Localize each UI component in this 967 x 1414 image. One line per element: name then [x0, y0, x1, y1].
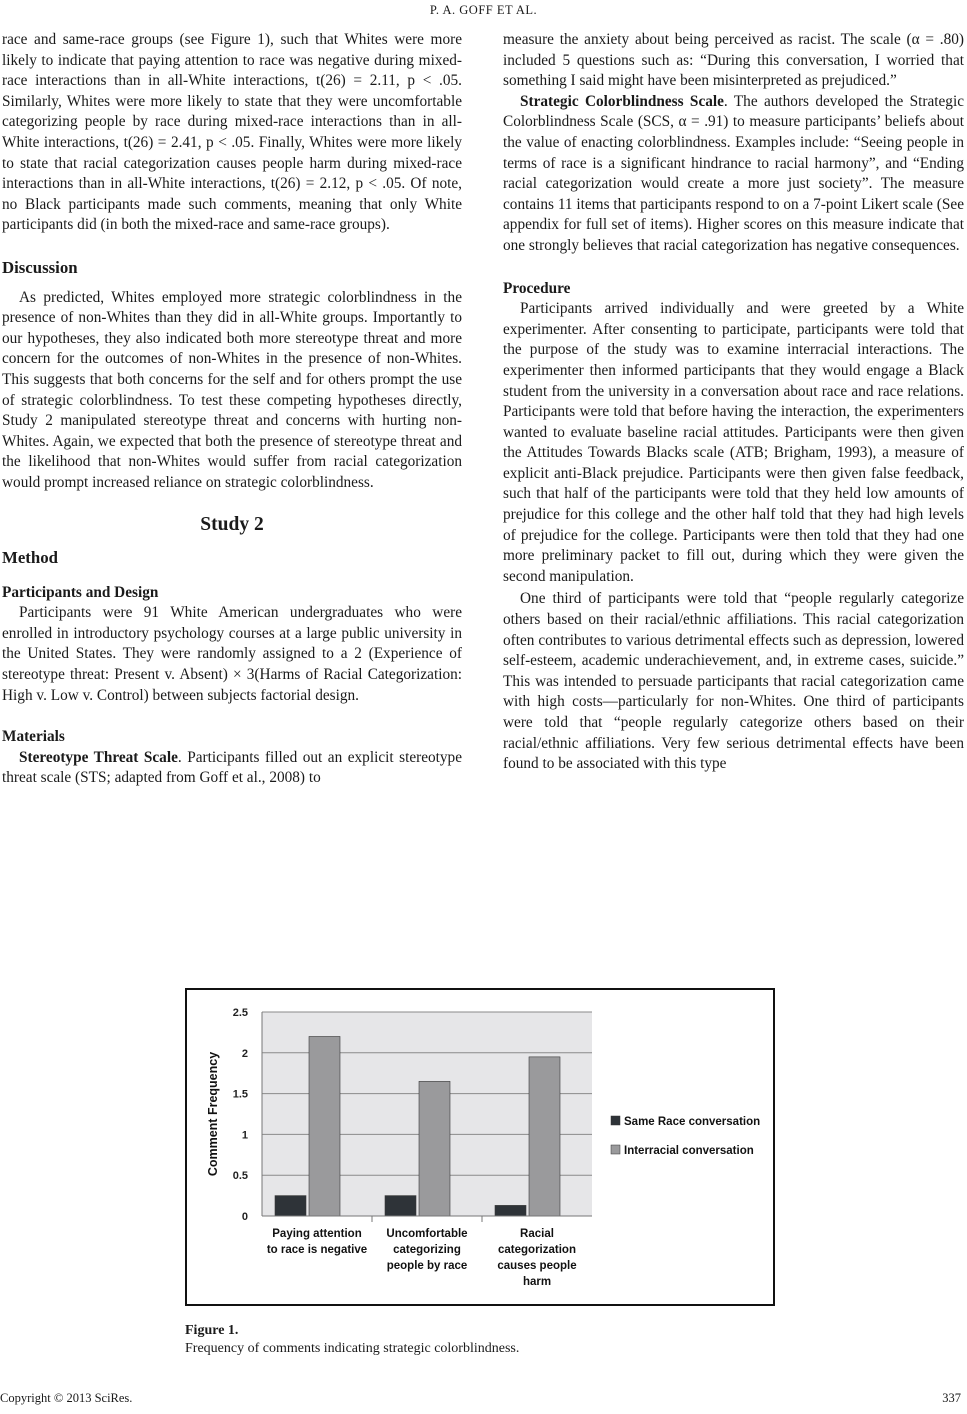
legend-swatch	[611, 1145, 620, 1154]
method-heading: Method	[2, 548, 58, 568]
x-tick-label: Uncomfortable	[386, 1228, 468, 1240]
bar-chart	[187, 990, 773, 1304]
legend-label: Interracial conversation	[624, 1145, 754, 1157]
discussion-paragraph: As predicted, Whites employed more strategic colorblindness in the presence of non-Whites than they did in all-White groups. Importantly to our hypotheses, they also indicated both more stereotype threat and more concern for the outcomes of non-Whites in the presence of non-Whites. This suggests that both concerns for the self and for others prompt the use of strategic colorblindness. To test these competing hypotheses directly, Study 2 manipulated stereotype threat and concerns with hurting non-Whites. Again, we expected that both the presence of stereotype threat and the likelihood that non-Whites would suffer from racial categorization would prompt increased reliance on strategic colorblindness.	[2, 288, 462, 491]
page-number: 337	[942, 1391, 961, 1405]
running-head: P. A. GOFF ET AL.	[429, 3, 538, 17]
y-tick-label: 0	[241, 1211, 248, 1223]
participants-heading: Participants and Design	[2, 583, 159, 601]
bar	[309, 1036, 340, 1216]
figure-label: Figure 1.	[185, 1323, 239, 1338]
procedure-paragraph: Participants arrived individually and were greeted by a White experimenter. After consenting to participate, participants were told that the purpose of the study was to examine interracial interactions. The experimenter then informed participants that they would engage a Black student from the university in a conversation about race and race relations. Participants were told that before having the interaction, the experimenters wanted to evaluate baseline racial attitudes. Participants were then given the Attitudes Towards Blacks scale (ATB; Brigham, 1993), a measure of explicit anti-Black prejudice. Participants were then given false feedback, such that half of the participants were told that they held low amounts of prejudice for this college and the other half told that they had high levels of prejudice for the college. Participants were then told that they had one more preliminary packet to fill out, during which they were given the second manipulation.	[503, 300, 964, 585]
copyright-notice: Copyright © 2013 SciRes.	[0, 1391, 133, 1405]
x-tick-label: to race is negative	[266, 1244, 368, 1256]
x-tick-label: categorizing	[393, 1244, 461, 1256]
discussion-heading: Discussion	[2, 257, 78, 277]
bar	[419, 1081, 450, 1216]
x-tick-label: Racial	[520, 1228, 554, 1240]
legend-swatch	[611, 1116, 620, 1125]
sts-continued-paragraph: measure the anxiety about being perceived as racist. The scale (α = .80) included 5 questions such as: “During this conversation, I worried that something I said might have been misinterpreted as prejudiced.”	[503, 31, 964, 90]
sts-paragraph	[2, 748, 462, 789]
scs-text: . The authors developed the Strategic Colorblindness Scale (SCS, α = .91) to measure participants’ beliefs about the value of enacting colorblindness. Examples include: “Seeing people in terms of race is a significant hindrance to racial harmony”, and “Ending racial categorization would create a more just society”. The measure contains 11 items that participants respond to on a 7-point Likert scale (See appendix for full set of items). Higher scores on this measure indicate that one strongly believes that racial categorization has negative consequences.	[503, 92, 964, 254]
procedure-heading: Procedure	[503, 279, 571, 297]
participants-paragraph: Participants were 91 White American undergraduates who were enrolled in introductory psychology courses at a large public university in the United States. They were randomly assigned to a 2 (Experience of stereotype threat: Present v. Absent) × 3(Harms of Racial Categorization: High v. Low v. Control) between subjects factorial design.	[2, 604, 462, 704]
bar	[275, 1196, 306, 1216]
left-column	[2, 30, 462, 789]
y-tick-label: 2	[241, 1047, 248, 1060]
scs-title: Strategic Colorblindness Scale	[520, 92, 724, 110]
materials-heading: Materials	[2, 728, 65, 746]
sts-text: . Participants filled out an explicit stereotype threat scale (STS; adapted from Goff et al., 2008) to	[2, 748, 462, 787]
scs-paragraph	[503, 92, 964, 257]
y-tick-label: 1	[241, 1129, 248, 1142]
manipulation-paragraph: One third of participants were told that “people regularly categorize others based on their racial/ethnic affiliations. This racial categorization often contributes to various detrimental effects such as depression, lowered self-esteem, academic underachievement, and, in extreme cases, suicide.” This was intended to persuade participants that racial categorization came with high costs—particularly for non-Whites. One third of participants were told that “people regularly categorize others based on their racial/ethnic affiliations. Very few serious detrimental effects have been found to be associated with this type	[503, 590, 964, 773]
y-axis-label: Comment Frequency	[206, 1051, 220, 1177]
x-tick-label: categorization	[498, 1244, 576, 1256]
bar	[529, 1057, 560, 1216]
sts-title: Stereotype Threat Scale	[19, 748, 178, 766]
figure-caption-text: Frequency of comments indicating strategic colorblindness.	[185, 1341, 520, 1356]
right-column	[503, 30, 964, 775]
legend-label: Same Race conversation	[624, 1116, 761, 1128]
y-tick-label: 0.5	[232, 1170, 248, 1183]
bar	[385, 1196, 416, 1216]
x-tick-label: causes people	[497, 1260, 577, 1272]
study-heading: Study 2	[200, 514, 264, 536]
x-tick-label: harm	[522, 1276, 552, 1288]
figure-1-chart	[185, 988, 775, 1306]
y-tick-label: 2.5	[232, 1007, 248, 1019]
y-tick-label: 1.5	[232, 1088, 248, 1101]
results-paragraph: race and same-race groups (see Figure 1), such that Whites were more likely to indicate that paying attention to race was negative during mixed-race interactions than in all-White interactions, t(26) = 2.11, p < .05. Similarly, Whites were more likely to state that they were uncomfortable categorizing people by race during mixed-race interactions than in all-White interactions, t(26) = 2.41, p < .05. Finally, Whites were more likely to state that racial categorization causes people harm during mixed-race interactions than in all-White interactions, t(26) = 2.12, p < .05. Of note, no Black participants made such comments, meaning that only White participants did (in both the mixed-race and same-race groups).	[2, 31, 462, 234]
x-tick-label: people by race	[386, 1260, 468, 1272]
bar	[495, 1205, 526, 1216]
figure-caption	[185, 1322, 519, 1358]
x-tick-label: Paying attention	[272, 1228, 362, 1240]
